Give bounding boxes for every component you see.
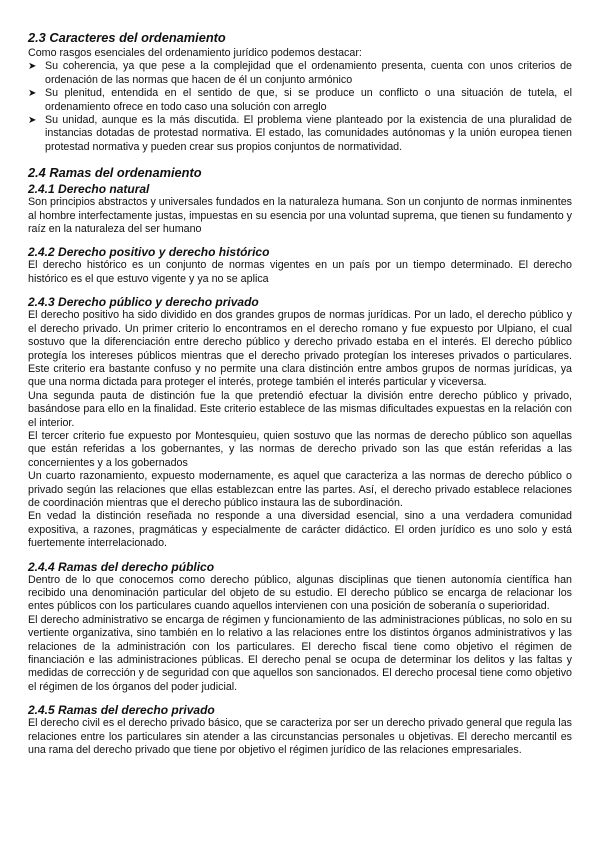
section-2-4-4-heading: 2.4.4 Ramas del derecho público — [28, 559, 215, 574]
characteristics-list — [28, 60, 572, 154]
section-2-4-5-text: El derecho civil es el derecho privado básico, que se caracteriza por ser un derecho privado general que regula las relaciones entre los particulares sin atender a las circunstancias personales u objetivas. El derecho mercantil es una rama del derecho privado que tiene por objetivo el régimen jurídico de las relaciones empresariales. — [28, 717, 572, 757]
arrow-bullet-icon: ➤ — [28, 88, 37, 100]
section-2-3-intro: Como rasgos esenciales del ordenamiento jurídico podemos destacar: — [28, 47, 362, 59]
list-item-text: Su coherencia, ya que pese a la complejidad que el ordenamiento presenta, cuenta con unos criterios de ordenación de las normas que hacen de él un conjunto armónico — [45, 60, 572, 86]
arrow-bullet-icon: ➤ — [28, 115, 37, 127]
paragraph: En vedad la distinción reseñada no responde a una diversidad esencial, sino a una verdadera comunidad expositiva, a razones, pragmáticas y especialmente de carácter didáctico. El orden jurídico es uno solo y está fuertemente interrelacionado. — [28, 510, 572, 550]
section-2-4-1-text: Son principios abstractos y universales fundados en la naturaleza humana. Son un conjunto de normas inminentes al hombre interfectamente justas, impuestas en su esencia por una voluntad suprema, que tienen su fundamento y raíz en la naturaleza del ser humano — [28, 196, 572, 236]
list-item — [28, 114, 572, 154]
list-item — [28, 87, 572, 114]
list-item — [28, 60, 572, 87]
paragraph: El tercer criterio fue expuesto por Montesquieu, quien sostuvo que las normas de derecho público son aquellas que están referidas a los gobernantes, y las normas de derecho privado son las que están referidas a las concernientes y a los gobernados — [28, 429, 572, 469]
paragraph: El derecho administrativo se encarga de régimen y funcionamiento de las administraciones públicas, no solo en su vertiente organizativa, sino también en lo relativo a las relaciones entre los distintos órganos administrativos y las relaciones de la administración con los particulares. El derecho fiscal tiene como objetivo el régimen de financiación e las administraciones públicas. El derecho penal se ocupa de determinar los delitos y las faltas y medidas de corrección y de seguridad con que aquellos son sancionados. El derecho procesal tiene como objetivo el régimen de los órganos del poder judicial. — [28, 613, 572, 693]
section-2-4-5-heading: 2.4.5 Ramas del derecho privado — [28, 703, 215, 718]
section-2-4-2-heading: 2.4.2 Derecho positivo y derecho histórico — [28, 245, 270, 260]
section-2-4-heading: 2.4 Ramas del ordenamiento — [28, 165, 202, 181]
section-2-4-3-heading: 2.4.3 Derecho público y derecho privado — [28, 295, 259, 310]
paragraph: Una segunda pauta de distinción fue la que pretendió efectuar la división entre derecho público y privado, basándose para ello en la finalidad. Este criterio establece de las mismas dificultades expuestas en la relación con el interior. — [28, 389, 572, 429]
list-item-text: Su plenitud, entendida en el sentido de que, si se produce un conflicto o una situación de tutela, el ordenamiento ofrece en todo caso una solución con arreglo — [45, 87, 572, 113]
section-2-3-heading: 2.3 Caracteres del ordenamiento — [28, 30, 226, 45]
arrow-bullet-icon: ➤ — [28, 61, 37, 73]
section-2-4-1-heading: 2.4.1 Derecho natural — [28, 182, 150, 197]
paragraph: El derecho positivo ha sido dividido en dos grandes grupos de normas jurídicas. Por un lado, el derecho público y el derecho privado. Un primer criterio lo encontramos en el derecho romano y fue expuesto por Ulpiano, el cual sostuvo que la diferenciación entre derecho público y derecho privado estaba en el interés. El derecho público protegía los intereses públicos mientras que el derecho privado protegían los intereses privados o particulares. Este criterio era bastante confuso y no permite una clara distinción entre ambos grupos de normas jurídicas, ya que una norma dictada para proteger el interés, protege también el interés particular y viceversa. — [28, 309, 572, 389]
section-2-4-2-text: El derecho histórico es un conjunto de normas vigentes en un país por un tiempo determinado. El derecho histórico es el que estuvo vigente y ya no se aplica — [28, 259, 572, 285]
paragraph: Un cuarto razonamiento, expuesto modernamente, es aquel que caracteriza a las normas de derecho público o privado según las relaciones que ellas establezcan entre las partes. Así, el derecho privado establece relaciones de coordinación mientras que el derecho público instaura las de subordinación. — [28, 470, 572, 509]
list-item-text: Su unidad, aunque es la más discutida. El problema viene planteado por la existencia de una pluralidad de instancias dotadas de protestad normativa. El estado, las comunidades autónomas y la unión europea tienen protestad normativa y pueden crear sus propios conjuntos de normatividad. — [45, 114, 572, 153]
paragraph: Dentro de lo que conocemos como derecho público, algunas disciplinas que tienen autonomía científica han recibido una denominación particular del objeto de su estudio. El derecho público se encarga de relacionar los entes públicos con los particulares cuando aquellos intervienen con una posición de soberanía o superioridad. — [28, 573, 572, 613]
